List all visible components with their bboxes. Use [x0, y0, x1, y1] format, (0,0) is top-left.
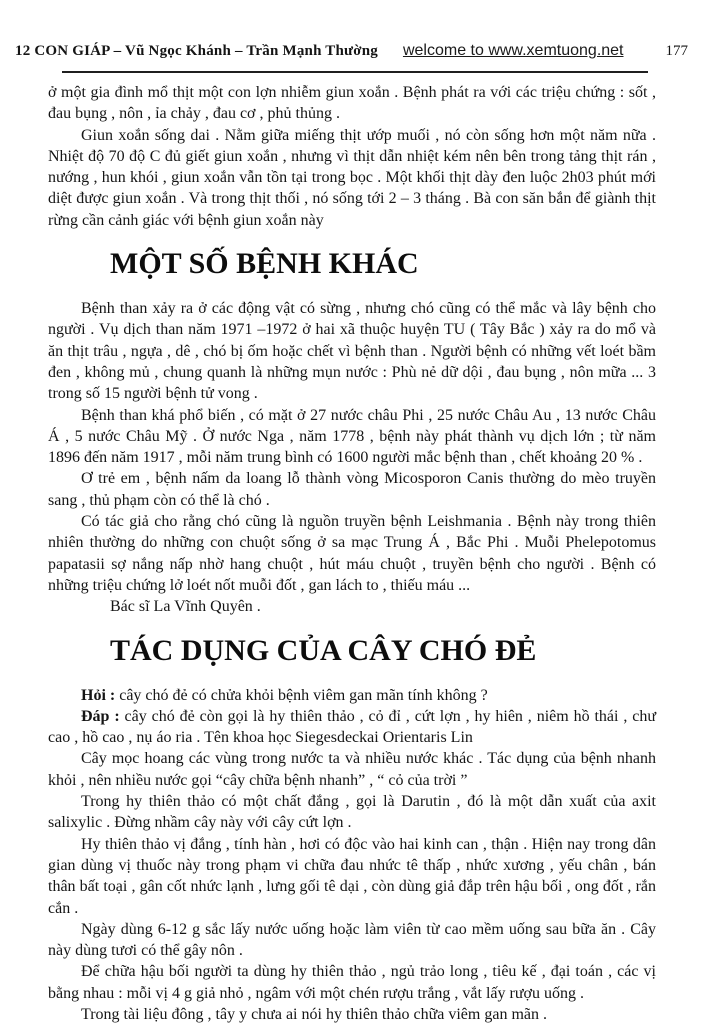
question-label: Hỏi : — [81, 686, 116, 704]
paragraph-chua-hau-boi: Để chữa hậu bối người ta dùng hy thiên thảo , ngủ trảo long , tiêu kế , đại toán , các vị bằng nhau : mỗi vị 4 g giả nhỏ , ngâm với một chén rượu trắng , vắt lấy rượu uống . — [48, 963, 656, 1002]
paragraph-giun-xoan: Giun xoắn sống dai . Nằm giữa miếng thịt ướp muối , nó còn sống hơn một năm nữa . Nhiệt độ 70 độ C đủ giết giun xoắn , nhưng vì thịt dẫn nhiệt kém nên bên trong tảng thịt rán , nướng , hun khói , giun xoắn vẫn tồn tại trong bọc . Một khối thịt dày đen luộc 2h03 phút mới diệt được giun xoắn . Và trong thịt thối , nó sống tới 2 – 3 tháng . Bà con săn bắn để giành thịt rừng cần cảnh giác với bệnh giun xoắn này — [48, 126, 656, 229]
paragraph-vi-dang: Hy thiên thảo vị đắng , tính hàn , hơi có độc vào hai kinh can , thận . Hiện nay trong dân gian dùng vị thuốc này trong phạm vi chữa đau nhức tê thấp , nhức xương , yếu chân , bán thân bất toại , gân cốt nhức lạnh , lưng gối tê dại , còn dùng giả đắp trên hậu bối , ong đốt , rắn cắn . — [48, 835, 656, 917]
question-text: cây chó đẻ có chửa khỏi bệnh viêm gan mãn tính không ? — [115, 686, 488, 704]
paragraph-intro-continuation: ở một gia đình mổ thịt một con lợn nhiễm giun xoắn . Bệnh phát ra với các triệu chứng : sốt , đau bụng , nôn , ỉa chảy , đau cơ , phủ thủng . — [48, 84, 656, 123]
answer-label: Đáp : — [81, 707, 120, 725]
paragraph-benh-nam-da: Ơ trẻ em , bệnh nấm da loang lỗ thành vòng Micosporon Canis thường do mèo truyền sang , thủ phạm còn có thể là chó . — [48, 470, 656, 509]
header-divider — [62, 71, 648, 73]
page-header — [0, 0, 702, 60]
paragraph-answer — [48, 706, 656, 749]
section-heading-tac-dung-cay-cho-de: TÁC DỤNG CỦA CÂY CHÓ ĐẺ — [110, 633, 537, 667]
paragraph-question — [48, 685, 656, 706]
section-heading-mot-so-benh-khac: MỘT SỐ BỆNH KHÁC — [110, 247, 419, 281]
paragraph-ket-luan: Trong tài liệu đông , tây y chưa ai nói hy thiên thảo chữa viêm gan mãn . — [81, 1005, 547, 1023]
paragraph-leishmania: Có tác giả cho rằng chó cũng là nguồn truyền bệnh Leishmania . Bệnh này trong thiên nhiên thường do những con chuột sống ở sa mạc Trung Á , Bắc Phi . Muỗi Phelepotomus papatasii sợ nắng nấp nhờ hang chuột , hút máu chuột , truyền bệnh cho người . Bệnh có những triệu chứng lở loét nốt muỗi đốt , gan lách to , thiếu máu ... — [48, 513, 656, 594]
author-signature: Bác sĩ La Vĩnh Quyên . — [110, 598, 261, 616]
page-content — [48, 82, 656, 1025]
site-link[interactable]: welcome to www.xemtuong.net — [402, 42, 624, 59]
answer-text: cây chó đẻ còn gọi là hy thiên thảo , cỏ đỉ , cứt lợn , hy hiên , niêm hồ thái , chư cao , hồ cao , nụ áo ria . Tên khoa học Siegesdeckai Orientaris Lin — [48, 707, 657, 747]
book-title: 12 CON GIÁP – Vũ Ngọc Khánh – Trần Mạnh Thường — [15, 43, 378, 59]
paragraph-cay-moc-hoang: Cây mọc hoang các vùng trong nước ta và nhiều nước khác . Tác dụng của bệnh nhanh khỏi , nên nhiều nước gọi “cây chữa bệnh nhanh” , “ cỏ của trời ” — [48, 750, 656, 789]
paragraph-benh-than-1: Bệnh than xảy ra ở các động vật có sừng , nhưng chó cũng có thể mắc và lây bệnh cho người . Vụ dịch than năm 1971 –1972 ở hai xã thuộc huyện TU ( Tây Bắc ) xảy ra do mổ và ăn thịt trâu , ngựa , dê , chó bị ốm hoặc chết vì bệnh than . Người bệnh có những vết loét bầm đen , không mủ , chung quanh là những mụn nước : Phù nẻ dữ dội , đau bụng , nôn mữa ... 3 trong số 15 người bệnh tử vong . — [48, 300, 656, 403]
paragraph-benh-than-2: Bệnh than khá phổ biến , có mặt ở 27 nước châu Phi , 25 nước Châu Au , 13 nước Châu Á , 5 nước Châu Mỹ . Ở nước Nga , năm 1778 , bệnh này phát thành vụ dịch lớn ; từ năm 1896 đến năm 1917 , mỗi năm trung bình có 1600 người mắc bệnh than , chết khoảng 20 % . — [48, 406, 656, 467]
page-number: 177 — [665, 43, 688, 59]
paragraph-ngay-dung: Ngày dùng 6-12 g sắc lấy nước uống hoặc làm viên từ cao mềm uống sau bữa ăn . Cây này dùng tươi có thể gây nôn . — [48, 920, 656, 960]
paragraph-darutin: Trong hy thiên thảo có một chất đắng , gọi là Darutin , đó là một dẫn xuất của axit salixylic . Đừng nhầm cây này với cây cứt lợn . — [48, 793, 656, 832]
